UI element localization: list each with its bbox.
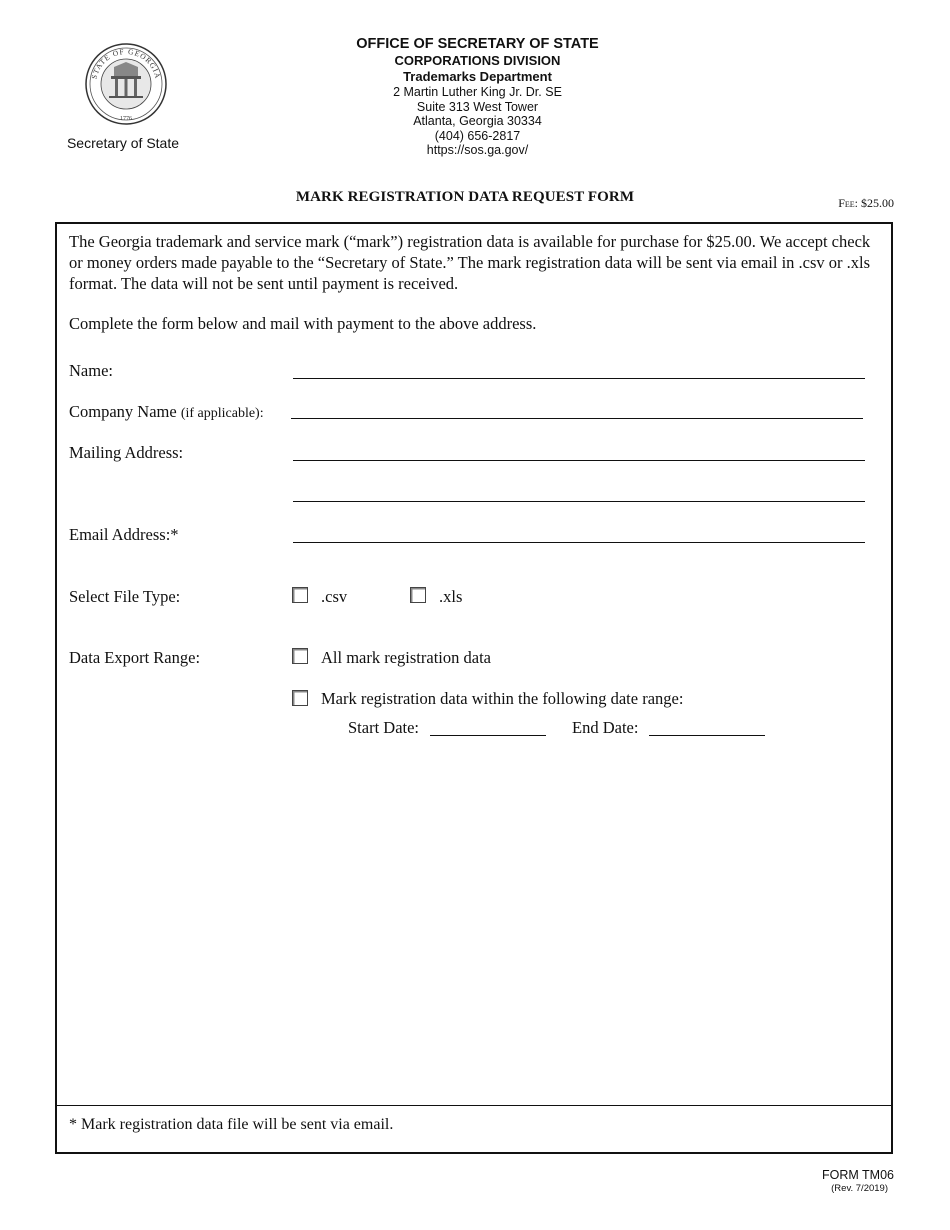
address-line1: 2 Martin Luther King Jr. Dr. SE	[393, 85, 562, 99]
csv-option-label: .csv	[321, 587, 348, 606]
department-title: Trademarks Department	[403, 69, 552, 84]
phone-number: (404) 656-2817	[434, 128, 521, 143]
email-label: Email Address:*	[69, 525, 179, 544]
company-label-text: Company Name	[69, 402, 177, 421]
form-box	[55, 222, 893, 1154]
instruction-text: Complete the form below and mail with payment to the above address.	[69, 314, 537, 333]
mailing-address-field-2[interactable]	[293, 501, 865, 502]
file-type-label: Select File Type:	[69, 587, 181, 606]
company-label-note: (if applicable):	[180, 406, 264, 421]
end-date-label: End Date:	[572, 718, 639, 737]
address-line3: Atlanta, Georgia 30334	[413, 114, 542, 128]
footnote: * Mark registration data file will be sent via email.	[69, 1116, 394, 1133]
name-field[interactable]	[293, 378, 865, 379]
mailing-address-field-1[interactable]	[293, 460, 865, 461]
georgia-state-seal	[84, 42, 168, 126]
secretary-of-state-label: Secretary of State	[66, 135, 180, 151]
form-revision: (Rev. 7/2019)	[831, 1183, 888, 1194]
xls-option-label: .xls	[439, 587, 463, 606]
name-label: Name:	[69, 361, 113, 380]
company-field[interactable]	[291, 418, 863, 419]
seal-text: STATE OF GEORGIA	[89, 46, 163, 81]
start-date-field[interactable]	[430, 735, 546, 736]
seal-year: 1776	[120, 116, 132, 122]
agency-header	[305, 36, 650, 158]
csv-checkbox[interactable]	[292, 587, 308, 603]
division-title: CORPORATIONS DIVISION	[394, 53, 561, 68]
fee-label: Fee: $25.00	[838, 196, 894, 210]
office-title: OFFICE OF SECRETARY OF STATE	[356, 36, 599, 52]
start-date-label: Start Date:	[348, 718, 420, 737]
end-date-field[interactable]	[649, 735, 765, 736]
address-line2: Suite 313 West Tower	[416, 99, 539, 114]
form-title: MARK REGISTRATION DATA REQUEST FORM	[295, 189, 635, 205]
mailing-address-label: Mailing Address:	[69, 443, 184, 462]
form-number: FORM TM06	[822, 1168, 894, 1182]
all-data-checkbox[interactable]	[292, 648, 308, 664]
all-data-option-label: All mark registration data	[321, 648, 491, 667]
footer-divider	[57, 1105, 891, 1106]
date-range-option-label: Mark registration data within the following date range:	[321, 689, 684, 708]
company-label	[69, 402, 264, 424]
intro-paragraph: The Georgia trademark and service mark (“mark”) registration data is available for purchase for $25.00. We accept check or money orders made payable to the “Secretary of State.” The mark registration data will be sent via email in .csv or .xls format. The data will not be sent until payment is received.	[69, 232, 871, 293]
date-range-checkbox[interactable]	[292, 690, 308, 706]
export-range-label: Data Export Range:	[69, 648, 201, 667]
xls-checkbox[interactable]	[410, 587, 426, 603]
email-field[interactable]	[293, 542, 865, 543]
website-link[interactable]: https://sos.ga.gov/	[426, 143, 529, 157]
